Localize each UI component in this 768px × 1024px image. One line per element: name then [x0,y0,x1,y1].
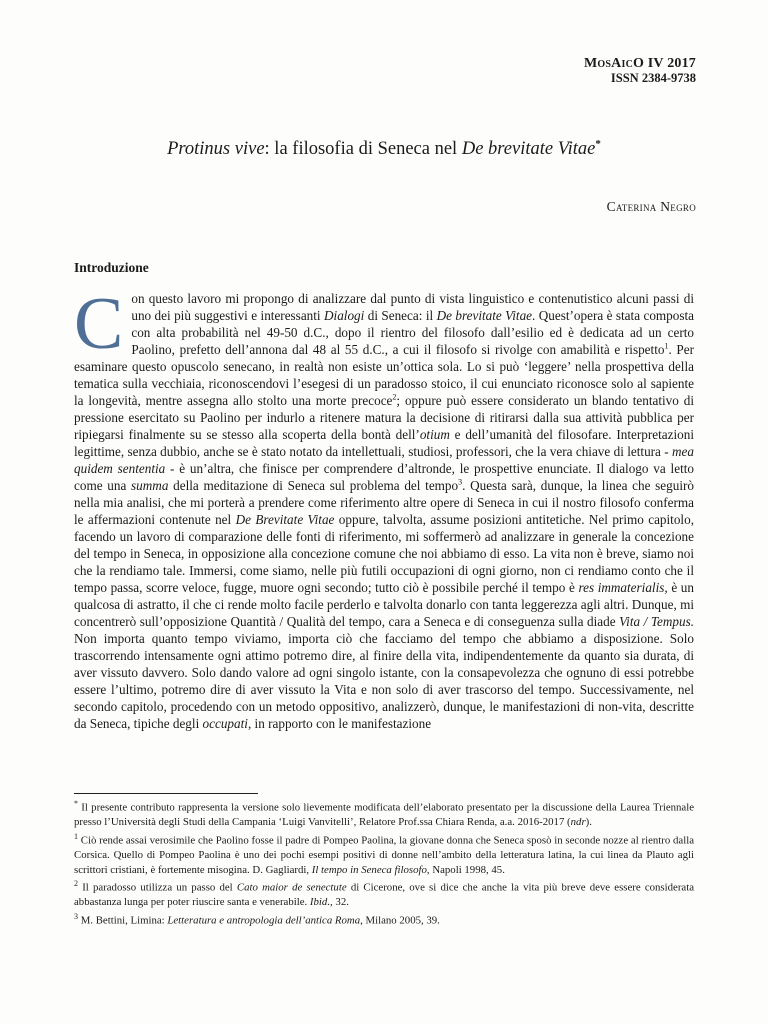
footnote-ref-1[interactable]: 1 [664,341,669,351]
body-run: della meditazione di Seneca sul problema del tempo [168,478,459,493]
journal-name: MosAicO IV 2017 [584,56,696,71]
footnote-ref-3[interactable]: 3 [458,477,463,487]
body-text [74,283,695,732]
footnote-italic: Cato maior de senectute [236,881,347,894]
footnote-mark: 3 [74,911,78,921]
body-run: di Seneca: il [364,308,437,323]
body-italic: Dialogi [324,308,365,323]
journal-header [584,56,696,86]
footnote-text: Il paradosso utilizza un passo del [78,881,237,894]
footnote-text: di Cicerone, ove si dice che anche la vita più breve deve essere considerata abbastanza lunga per poter riuscire santa e venerabile. [74,881,695,909]
footnote-italic: Ibid. [309,896,331,909]
drop-cap: C [74,283,124,365]
footnote-2 [74,877,694,910]
footnote-mark: 2 [74,879,78,889]
title-italic-2: De brevitate Vitae [461,139,596,160]
body-italic: De Brevitate Vitae [235,512,335,527]
footnote-separator [74,793,258,794]
body-run: e dell’umanità del filosofare. Interpretazioni legittime, senza dubbio, anche se è stato notato da intellettuali, studiosi, professori, che la vera chiave di lettura - [74,427,694,459]
body-run: . Questa sarà, dunque, la linea che seguirò nella mia analisi, che mi porterà a prendere come riferimento altre opere di Seneca in cui il nostro filosofo conferma le affermazioni contenute nel [74,478,694,527]
body-italic: Vita / Tempus. [619,614,694,629]
footnote-text: Ciò rende assai verosimile che Paolino fosse il padre di Pompeo Paolina, la giovane donna che Seneca sposò in seconde nozze al rientro dalla Corsica. Quello di Pompeo Paolina è uno dei pochi esempi positivi di donne nell’ambito della letteratura latina, la cui linea da Plauto agli scrittori cristiani, è fortemente misogina. D. Gagliardi, [74,834,694,876]
footnote-text: , Milano 2005, 39. [360,914,440,927]
body-run: . Per esaminare questo opuscolo senecano, in realtà non esiste un’ottica sola. Lo si può ‘leggere’ nella prospettiva della tematica sulla vecchiaia, riconoscendovi l’esegesi di un paradosso stoico, il cui enunciato riconosce solo al sapiente la longevità, mentre assegna allo stolto una morte precoce [74,342,694,408]
body-italic: res immaterialis, [578,580,668,595]
title-italic-1: Protinus vive [167,139,265,160]
author-name: Caterina Negro [606,199,696,214]
footnote-text: ). [585,816,592,829]
body-run: Non importa quanto tempo viviamo, importa ciò che facciamo del tempo che abbiamo a disposizione. Solo trascorrendo intensamente ogni attimo potremo dire, al finire della vita, indipendentemente da quanto sia durata, di aver vissuto davvero. Solo dando valore ad ogni singolo istante, con la consapevolezza che ognuno di essi potrebbe essere l’ultimo, potremo dire di aver vissuto la Vita e non solo di aver trascorso del tempo. Successivamente, nel secondo capitolo, procedendo con un metodo oppositivo, analizzerò, dunque, le manifestazioni di non-vita, descritte da Seneca, tipiche degli [74,631,694,731]
body-run: ; oppure può essere considerato un blando tentativo di pressione esercitato su Paolino per indurlo a ritenere matura la decisione di ritirarsi dalla sua attività pubblica per ripiegarsi finalmente su se stesso alla scoperta della bontà dell’ [74,393,694,442]
footnote-star [74,797,694,830]
footnote-text: M. Bettini, Limina: [78,914,168,927]
body-run: è un qualcosa di astratto, il che ci rende molto facile perderlo e talvolta donarlo con tanta leggerezza agli altri. Dunque, mi concentrerò sull’opposizione Quantità / Qualità del tempo, cara a Seneca e di conseguenza sulla diade [74,580,694,629]
body-run: - è un’altra, che finisce per comprendere d’altronde, le prospettive enunciate. Il dialogo va letto come una [74,461,694,493]
footnote-text: Il presente contributo rappresenta la versione solo lievemente modificata dell’elaborato presentato per la discussione della Laurea Triennale presso l’Università degli Studi della Campania ‘Luigi Vanvitelli’, Relatore Prof.ssa Chiara Renda, a.a. 2016-2017 ( [74,801,694,829]
title-mid: : la filosofia di Seneca nel [264,139,462,160]
footnote-ref-2[interactable]: 2 [392,392,397,402]
body-run: , in rapporto con le manifestazione [247,716,432,731]
footnote-mark: 1 [74,831,78,841]
footnote-italic: Letteratura e antropologia dell’antica Roma [167,914,361,927]
footnote-text: , 32. [330,896,349,909]
body-italic: occupati [202,716,248,731]
body-italic: summa [131,478,169,493]
footnote-italic: Il tempo in Seneca filosofo [311,863,427,876]
issn: ISSN 2384-9738 [610,71,696,85]
body-italic: De brevitate Vitae [436,308,533,323]
footnote-1 [74,830,694,877]
footnote-text: , Napoli 1998, 45. [426,863,505,876]
footnote-italic: ndr [570,816,586,829]
article-title [0,138,768,160]
body-run: on questo lavoro mi propongo di analizzare dal punto di vista linguistico e contenutistico alcuni passi di uno dei più suggestivi e interessanti [131,291,694,323]
body-run: oppure, talvolta, assume posizioni antitetiche. Nel primo capitolo, facendo un lavoro di comparazione delle fonti di riferimento, mi soffermerò ad analizzare in generale la concezione del tempo in Seneca, in opposizione alla concezione comune che noi abbiamo di esso. La vita non è breve, siamo noi che la rendiamo tale. Immersi, come siamo, nelle più futili occupazioni di ogni giorno, non ci rendiamo conto che il tempo passa, scorre veloce, fugge, muore ogni secondo; tutto ciò è possibile perché il tempo è [74,512,694,595]
footnotes [74,797,694,928]
body-italic: otium [419,427,450,442]
title-footnote-mark[interactable]: * [595,138,601,150]
body-italic: mea quidem sententia [74,444,694,476]
body-run: . Quest’opera è stata composta con alta probabilità nel 49-50 d.C., dopo il rientro del filosofo dall’esilio ed è dedicata ad un certo Paolino, prefetto dell’annona dal 48 al 55 d.C., a cui il filosofo si rivolge con amabilità e rispetto [131,308,695,357]
footnote-mark: * [74,799,78,808]
section-heading: Introduzione [74,260,149,275]
footnote-3 [74,910,694,928]
